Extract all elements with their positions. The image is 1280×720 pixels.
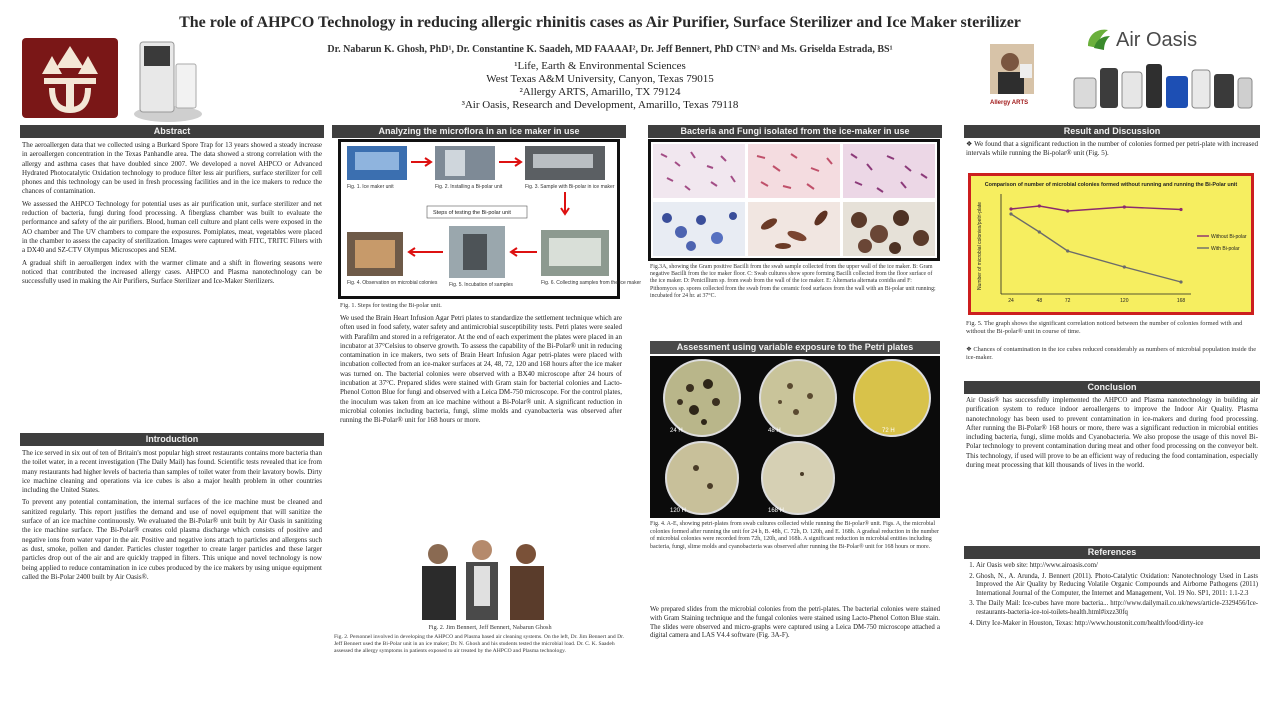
chart-x-tick-label: 24	[1008, 298, 1014, 304]
micrograph-a	[653, 144, 745, 198]
flow-step-2-photo	[435, 146, 495, 180]
chart-x-tick-label: 168	[1176, 298, 1186, 304]
reference-item: 4. Dirty Ice-Maker in Houston, Texas: http://www.houstonit.com/health/food/dirty-ice	[976, 620, 1258, 629]
abstract-heading: Abstract	[20, 125, 324, 138]
micrograph-d	[653, 202, 745, 256]
references-list	[966, 562, 1258, 716]
micro-heading: Bacteria and Fungi isolated from the ice-maker in use	[648, 125, 942, 138]
petri-plate-72h	[854, 360, 930, 436]
flow-center-label: Steps of testing the Bi-polar unit	[433, 210, 511, 216]
plate-label-24h: 24 H	[670, 428, 683, 434]
allergy-arts-label: Allergy ARTS	[990, 100, 1029, 106]
methods-text: We used the Brain Heart Infusion Agar Petri plates to standardize the settlement technique which are often used in food safety, water safety and antimicrobial susceptibility tests. Petri plates were sealed with Parafilm and stored in a refrigerator. At the end of each experiment the plates were placed in an incubator at 37°Celsius to observe growth. To assess the capability of the Bi-Polar® unit in reducing contamination in ice makers, two sets of Brain Heart Infusion Agar petri-plates were placed with incubation collected from an ice-maker surfaces at 24, 48, 72, 120 and 168 hours after the ice maker was turned on. The bacterial colonies were observed with a BX40 microscope after 24 hours of incubation at 37°C. Prepared slides were stained with Gram stain for bacterial colonies and Lacto-Phenol Cotton Blue for fungi and observed with a Leica DM-750 microscope. For the control plates, the inoculum was taken from an ice machine without a Bi-Polar® unit. A significant reduction in microbial colonies including bacteria, fungi, slime molds and cyanobacteria was observed after running the Bi-Polar® unit for 168 hours or more.	[340, 314, 622, 425]
petri-plate-figure	[650, 356, 940, 518]
researchers-photo	[408, 536, 558, 620]
plate-label-48h: 48 H	[768, 428, 781, 434]
legend-label-control: Without Bi-polar	[1211, 234, 1247, 240]
chart-legend	[1197, 234, 1247, 252]
chart-point	[1066, 249, 1069, 252]
petri-plate-24h	[664, 360, 740, 436]
product-lineup-image	[1070, 58, 1256, 114]
micrograph-grid	[648, 139, 940, 261]
results-intro: ❖ We found that a significant reduction in the number of colonies formed per petri-plate with increased intervals while running the Bi-polar® unit (Fig. 5).	[966, 140, 1258, 158]
poster-authors: Dr. Nabarun K. Ghosh, PhD¹, Dr. Constantine K. Saadeh, MD FAAAAI², Dr. Jeff Bennert, PhD CTN³ and Ms. Griselda Estrada, BS¹	[327, 44, 893, 55]
micrograph-e	[748, 202, 840, 256]
chart-y-axis-label: Number of microbial colonies/petri-plate	[977, 201, 983, 291]
chart-point	[1179, 280, 1182, 283]
abstract-text: The aeroallergen data that we collected using a Burkard Spore Trap for 13 years showed a steady increase in aeroallergen concentration in the Texas Panhandle area. The data showed a strong correlation with the allergy and asthma cases that have doubled since 2007. We developed a novel AHPCO or Advanced Hydrated Photocatalytic Oxidation technology to produce filter less air purifiers, surface sterilizer for cell phones and this technology can be used in fresh processing facilities and in the ice makers to reduce the chances of contamination. We assessed the AHPCO Technology for potential uses as air purification unit, surface sterilizer and net reduction of bacteria, fungi during food processing. A fiberglass chamber was built to evaluate the performance and safety of the air purifiers. Blood, human cell culture and plant cells were exposed in the AO chamber and The UV chambers to compare the exposures. Pomiplates, meat, vegetables were placed in the chamber to assess the capacity of sterilization. Images were captured with FITC, TRITC Filters with a DX40 and SZ-CTV Olympus Microscopes and SEM. A gradual shift in aeroallergen index with the warmer climate and a shift in flowering seasons were noticed that contributed the increased allergy cases. AHPCO and Plasma nanotechnology can be successfully used in making the Air Purifiers, Surface Sterilizer and Ice-Maker Sterilizers.	[22, 141, 322, 286]
plates-heading: Assessment using variable exposure to the Petri plates	[650, 341, 940, 354]
methods-heading: Analyzing the microflora in an ice maker in use	[332, 125, 626, 138]
flow-step-3-photo	[525, 146, 605, 180]
chart-x-tick-label: 120	[1120, 298, 1129, 304]
flow-step-5-label: Fig. 5. Incubation of samples	[449, 282, 513, 288]
plate-label-168h: 168 H	[768, 508, 785, 514]
chart-point	[1066, 209, 1069, 212]
references-heading: References	[964, 546, 1260, 559]
chart-point	[1038, 230, 1041, 233]
poster-affiliations: ¹Life, Earth & Environmental Sciences West Texas A&M University, Canyon, Texas 79015 ²Allergy ARTS, Amarillo, TX 79124 ³Air Oasis, Research and Development, Amarillo, Texas 79118	[461, 60, 739, 111]
micrograph-c	[843, 144, 935, 198]
micrograph-caption: Fig.3A, showing the Gram positive Bacilli from the swab sample collected from the upper wall of the ice maker. B: Gram negative Bacilli from the ice maker floor. C: Swab cultures show spore forming Bacilli collected from the floor surface of the ice maker. D: Penicillium sp. from swab from the wall of the ice maker. E: Alternaria alternata conidia and F: Pithomyces sp. spores collected from the swab from the ceramic food surfaces from the wall with an Bi-polar unit running; incubated for 24 hr. at 37°C.	[650, 264, 936, 299]
reference-item: 1. Air Oasis web site: http://www.airoasis.com/	[976, 562, 1258, 571]
chart-series-line-treated	[1011, 214, 1181, 282]
fig5-caption: Fig. 5. The graph shows the significant correlation noticed between the number of colonies formed with and without the Bi-polar® unit in course of time.	[966, 320, 1243, 335]
petri-plate-caption: Fig. 4. A-E, showing petri-plates from swab cultures collected while running the Bi-polar® unit. Figs. A, the microbial colonies formed after running the unit for 24 h, B. 48h, C. 72h, D. 120h, and E. 168h. A gradual reduction in the number of microbial colonies were recorded from 72h, 120h, and 168h. A significant reduction in microbial entities including bacteria, fungi, slime molds and cyanobacteria was observed after running the Bi-Polar® unit for 168 hours or more.	[650, 521, 939, 550]
chart-x-tick-label: 72	[1064, 298, 1071, 304]
method-flow-figure	[338, 139, 642, 299]
flow-step-6-photo	[541, 230, 609, 276]
petri-plate-body: We prepared slides from the microbial colonies from the petri-plates. The bacterial colonies were stained with Gram Staining technique and the fungal colonies were stained using Lacto-Phenol Cotton Blue stain. The slides were observed and micro-graphs were captured using a Leica DM-750 microscope attached a digital camera and LAS V4.4 software (Fig. 3A-F).	[650, 606, 940, 640]
chart-point	[1038, 204, 1041, 207]
poster-title: The role of AHPCO Technology in reducing allergic rhinitis cases as Air Purifier, Surface Sterilizer and Ice Maker sterilizer	[179, 14, 1021, 31]
flow-step-1-photo	[347, 146, 407, 180]
flow-step-4-photo	[347, 232, 403, 276]
flow-step-4-label: Fig. 4. Observation on microbial colonies	[347, 280, 438, 286]
petri-plate-120h	[666, 442, 738, 514]
chart-series-line-control	[1011, 206, 1181, 211]
air-oasis-logo	[1084, 24, 1234, 54]
air-purifier-product-image	[128, 34, 208, 124]
conclusion-heading: Conclusion	[964, 381, 1260, 394]
micrograph-b	[748, 144, 840, 198]
chart-title: Comparison of number of microbial colonies formed without running and running the Bi-Polar unit	[984, 182, 1238, 188]
plate-label-72h: 72 H	[882, 428, 895, 434]
results-note: ❖ Chances of contamination in the ice cubes reduced considerably as numbers of microbial population inside the ice-maker.	[966, 346, 1257, 361]
chart-point	[1123, 265, 1126, 268]
results-heading: Result and Discussion	[964, 125, 1260, 138]
reference-item: 2. Ghosh, N., A. Arunda, J. Bennert (2011). Photo-Catalytic Oxidation: Nanotechnology Used in Lasts Improved the Air Quality by Reducing Volatile Organic Compounds and Airborne Pathogens (2011) International Journal of the Computer, the Internet and Management, Vol. 19 No. SP1, 2011: 1.1-2.3	[976, 573, 1258, 599]
colony-chart	[968, 173, 1254, 315]
chart-point	[1123, 205, 1126, 208]
chart-point	[1009, 207, 1012, 210]
university-logo	[22, 38, 118, 118]
petri-plate-48h	[760, 360, 836, 436]
flow-step-1-label: Fig. 1. Ice maker unit	[347, 184, 394, 190]
chart-x-tick-label: 48	[1036, 298, 1043, 304]
reference-item: 3. The Daily Mail: Ice-cubes have more bacteria... http://www.dailymail.co.uk/news/article-2329456/Ice-restaurants-bacteria-ice-toi-toilets-health.html#ixzz30fq	[976, 600, 1258, 617]
fig2-caption: Fig. 2. Jim Bennert, Jeff Bennert, Nabarun Ghosh	[428, 624, 552, 631]
fig2-body: Fig. 2. Personnel involved in developing the AHPCO and Plasma based air cleaning systems. On the left, Dr. Jim Bennert and Dr. Jeff Bennert used the Bi-Polar unit in an ice maker; Dr. N. Ghosh and his students tested the microbial load. Dr. C. K. Saadeh assessed the allergy symptoms in patients exposed to air treated by the AHPCO and Plasma technology.	[334, 634, 625, 654]
legend-label-treated: With Bi-polar	[1211, 246, 1240, 252]
chart-point	[1009, 212, 1012, 215]
introduction-heading: Introduction	[20, 433, 324, 446]
flow-step-6-label: Fig. 6. Collecting samples from the ice maker	[541, 280, 642, 286]
doctor-photo	[990, 44, 1034, 94]
air-oasis-wordmark: Air Oasis	[1116, 29, 1198, 51]
micrograph-f	[843, 202, 935, 256]
flow-step-5-photo	[449, 226, 505, 278]
flow-step-2-label: Fig. 2. Installing a Bi-polar unit	[435, 184, 503, 190]
flow-step-3-label: Fig. 3. Sample with Bi-polar in ice maker	[525, 184, 615, 190]
introduction-text: The ice served in six out of ten of Britain's most popular high street restaurants contains more bacteria than the toilet water, in a recent investigation (The Daily Mail) has found. Scientific tests revealed that ice from many restaurants had higher levels of bacteria than samples of toilet water from their lavatory bowls. Dirty ice machine cleaning and operations via ice cubes is also a major health problem in other countries including the United States. To prevent any potential contamination, the internal surfaces of the ice machine must be cleaned and sanitized regularly. This report justifies the demand and use of novel equipment that will sanitize the surface of an ice machine continuously. We evaluated the Bi-Polar® unit built by Air Oasis in sanitizing the ice machine surface. The Bi-Polar® creates cold plasma discharge which consists of positive and negative ions from water vapor in the air. Positive and negative ions attach to particles and allergens such as dust, smoke, pollen and dander. Particles cluster together to create larger particles and these larger particles drop out of the air and are quickly trapped in filters. This unique and novel technology is now being applied to reduce contamination in ice cubes produced by the ice makers by using unique equipment called the Bi-Polar 2400 built by Air Oasis®.	[22, 449, 322, 581]
fig1-caption: Fig. 1. Steps for testing the Bi-polar unit.	[340, 302, 442, 309]
chart-point	[1179, 208, 1182, 211]
petri-plate-168h	[762, 442, 834, 514]
plate-label-120h: 120 H	[670, 508, 687, 514]
conclusion-text: Air Oasis® has successfully implemented the AHPCO and Plasma nanotechnology in building air purification system to reduce indoor aeroallergens to improve the Indoor Air Quality. Plasma nanotechnology has been used to prevent contamination in ice-makers and during food processing. After running the Bi-Polar® 168 hours or more, there was a significant reduction in microbial entities including bacteria, fungi, slime molds and Cyanobacteria. We also propose the usage of this novel Bi-Polar technology to prevent contamination during meat and other food processing on the conveyor belt. This technology, if used will prove to be an efficient way of reducing the food contamination, especially during meat processing that kill thousands of lives in the world.	[966, 396, 1258, 470]
